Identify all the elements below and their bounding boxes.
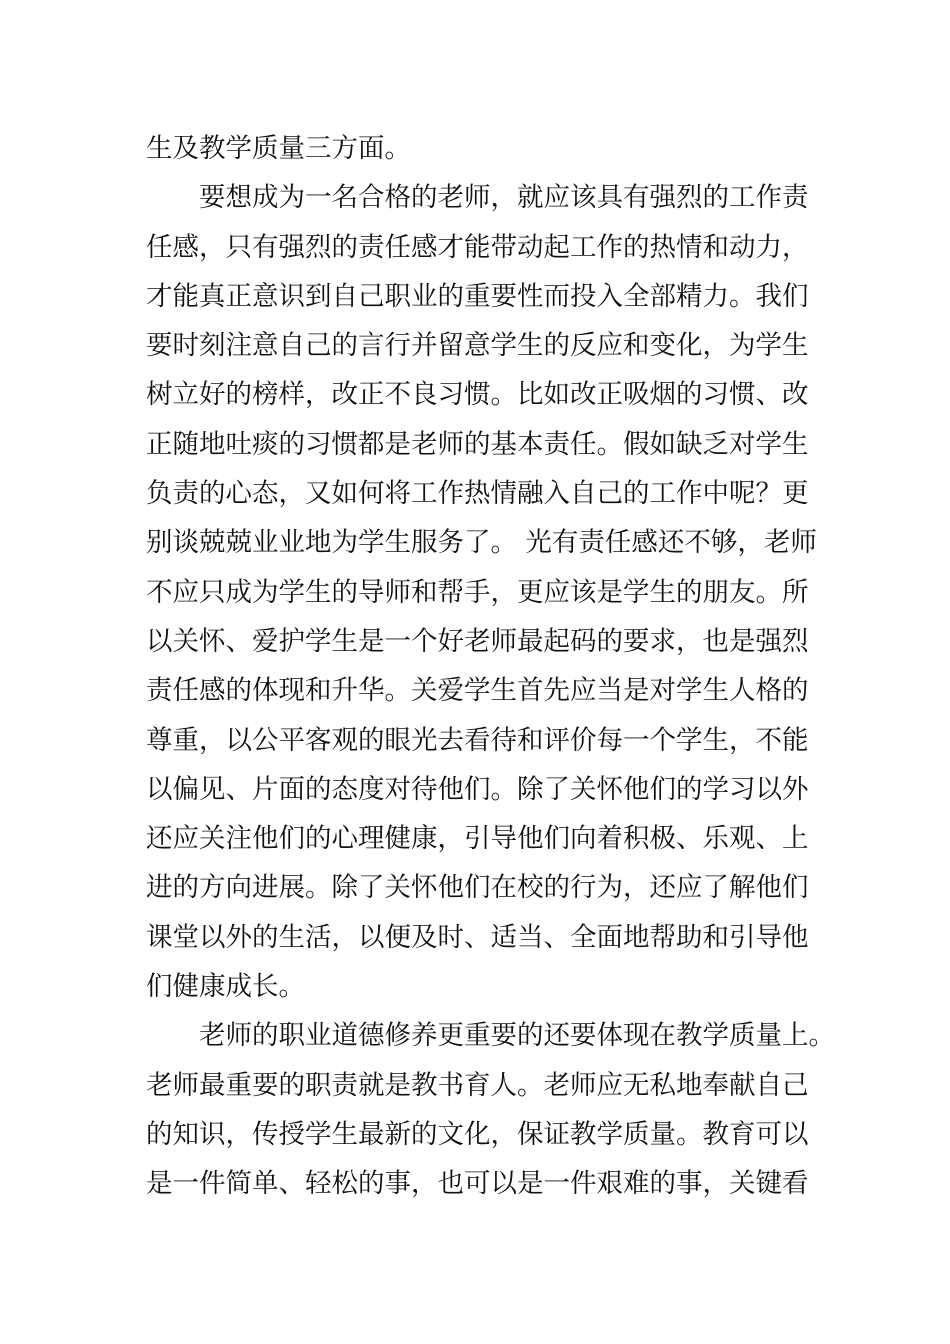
text-line: 们健康成长。 xyxy=(146,971,305,1003)
body-text xyxy=(146,124,835,1209)
text-line: 的知识，传授学生最新的文化，保证教学质量。教育可以 xyxy=(146,1118,809,1150)
text-line: 进的方向进展。除了关怀他们在校的行为，还应了解他们 xyxy=(146,872,809,904)
text-line: 责任感的体现和升华。关爱学生首先应当是对学生人格的 xyxy=(146,675,809,707)
text-line: 别谈兢兢业业地为学生服务了。 光有责任感还不够，老师 xyxy=(146,527,817,559)
text-line: 不应只成为学生的导师和帮手，更应该是学生的朋友。所 xyxy=(146,576,809,608)
text-line: 尊重，以公平客观的眼光去看待和评价每一个学生，不能 xyxy=(146,724,809,756)
text-line: 还应关注他们的心理健康，引导他们向着积极、乐观、上 xyxy=(146,823,809,855)
text-line: 生及教学质量三方面。 xyxy=(146,133,411,164)
text-line: 要时刻注意自己的言行并留意学生的反应和变化，为学生 xyxy=(146,330,809,362)
text-line: 负责的心态，又如何将工作热情融入自己的工作中呢？更 xyxy=(146,478,809,510)
text-line: 以关怀、爱护学生是一个好老师最起码的要求，也是强烈 xyxy=(146,625,809,657)
text-line: 以偏见、片面的态度对待他们。除了关怀他们的学习以外 xyxy=(146,773,809,805)
text-line: 树立好的榜样，改正不良习惯。比如改正吸烟的习惯、改 xyxy=(146,379,809,411)
text-line: 老师最重要的职责就是教书育人。老师应无私地奉献自己 xyxy=(146,1069,809,1101)
text-line: 任感，只有强烈的责任感才能带动起工作的热情和动力， xyxy=(146,231,809,263)
text-line: 老师的职业道德修养更重要的还要体现在教学质量上。 xyxy=(146,1020,835,1052)
text-line: 课堂以外的生活，以便及时、适当、全面地帮助和引导他 xyxy=(146,921,809,953)
text-line: 正随地吐痰的习惯都是老师的基本责任。假如缺乏对学生 xyxy=(146,428,809,460)
text-line: 要想成为一名合格的老师，就应该具有强烈的工作责 xyxy=(146,182,809,214)
text-line: 是一件简单、轻松的事，也可以是一件艰难的事，关键看 xyxy=(146,1168,809,1200)
text-line: 才能真正意识到自己职业的重要性而投入全部精力。我们 xyxy=(146,280,809,312)
